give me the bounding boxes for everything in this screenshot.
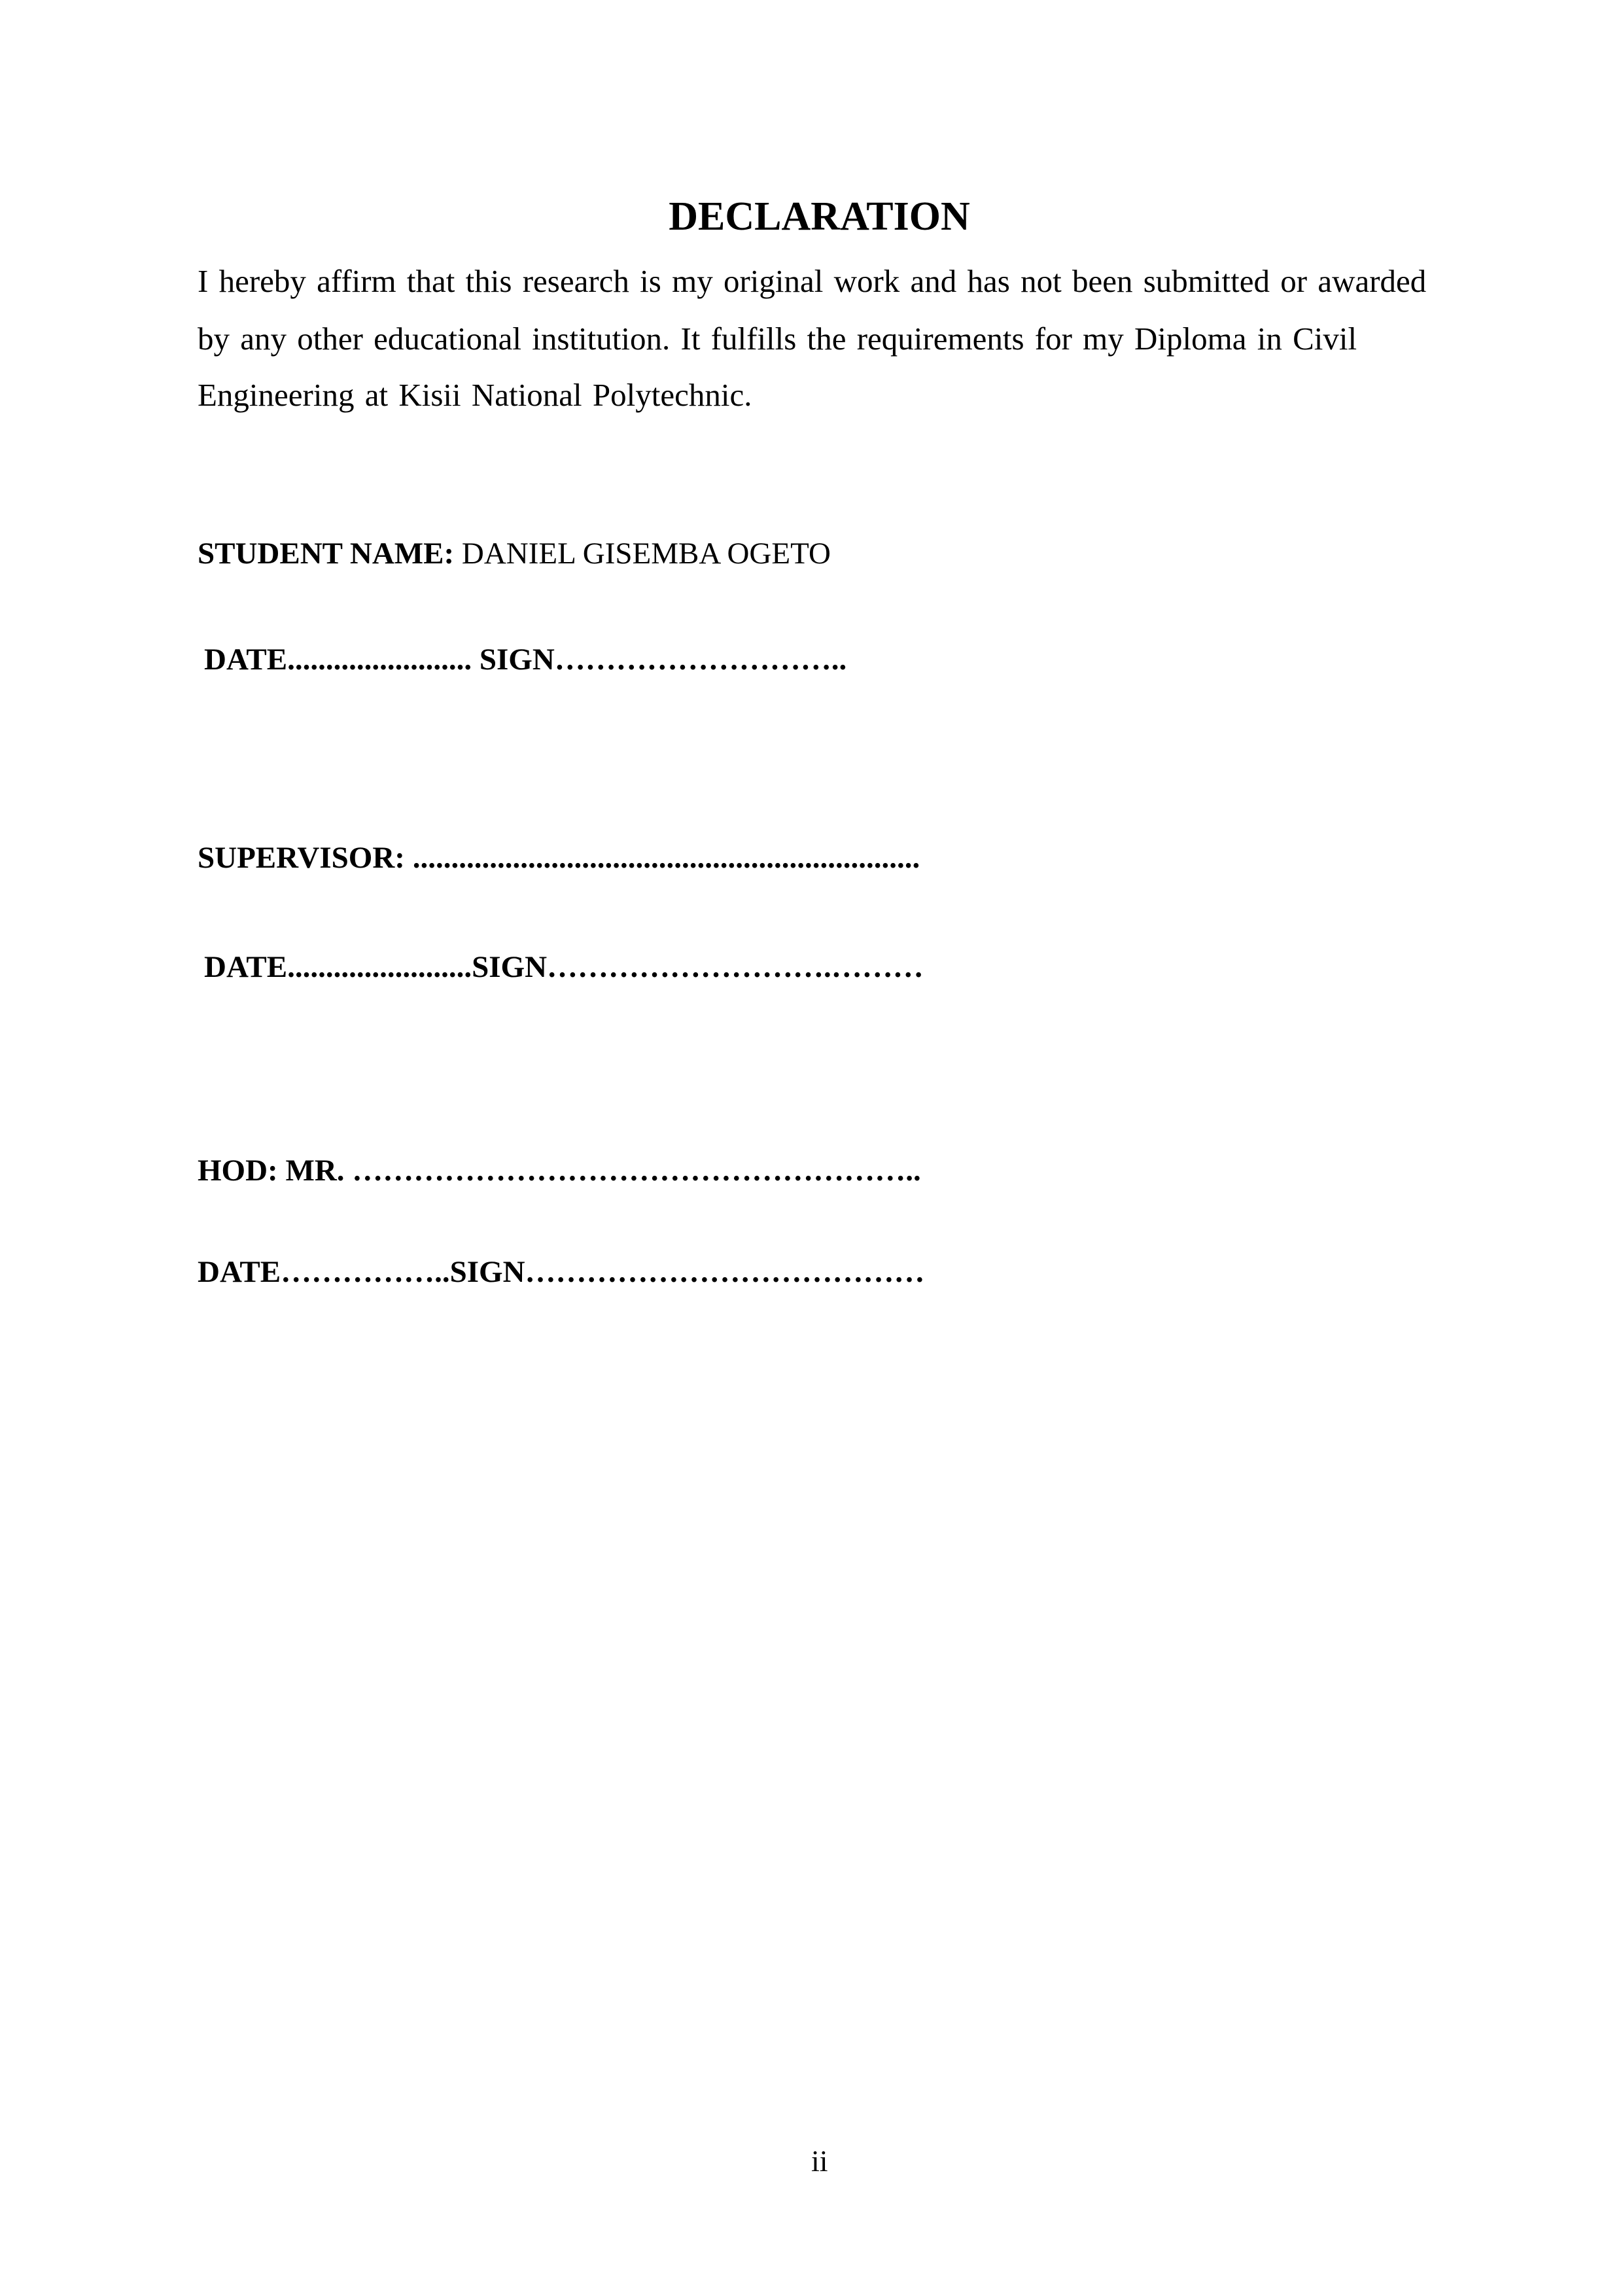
hod-sign-field: SIGN…………………………………	[449, 1255, 925, 1289]
student-name-label: STUDENT NAME:	[198, 537, 455, 571]
supervisor-name-field: ..................................................................	[412, 841, 920, 875]
supervisor-date-sign-row	[204, 952, 924, 983]
paragraph-line: I hereby affirm that this research is my original work and has not been submitted or awarded	[198, 263, 1427, 299]
hod-row	[198, 1156, 921, 1186]
hod-name-field: ………………………………………………..	[352, 1154, 921, 1188]
student-name-row	[198, 539, 831, 569]
supervisor-date-field: DATE........................	[204, 950, 472, 984]
paragraph-line: by any other educational institution. It fulfills the requirements for my Diploma in Civil	[198, 321, 1357, 357]
student-name-value: DANIEL GISEMBA OGETO	[461, 537, 831, 571]
student-date-field: DATE........................	[204, 643, 472, 677]
supervisor-sign-field: SIGN……………………….………	[472, 950, 924, 984]
hod-date-sign-row	[198, 1257, 925, 1288]
paragraph-line: Engineering at Kisii National Polytechnic.	[198, 377, 752, 413]
supervisor-label: SUPERVISOR:	[198, 841, 405, 875]
page-number: ii	[811, 2144, 828, 2178]
student-sign-field: SIGN………………………..	[479, 643, 847, 677]
student-date-sign-row	[204, 645, 846, 675]
page-title: DECLARATION	[669, 194, 970, 239]
hod-label: HOD: MR.	[198, 1154, 345, 1188]
hod-date-field: DATE……………..	[198, 1255, 450, 1289]
supervisor-row	[198, 843, 920, 874]
